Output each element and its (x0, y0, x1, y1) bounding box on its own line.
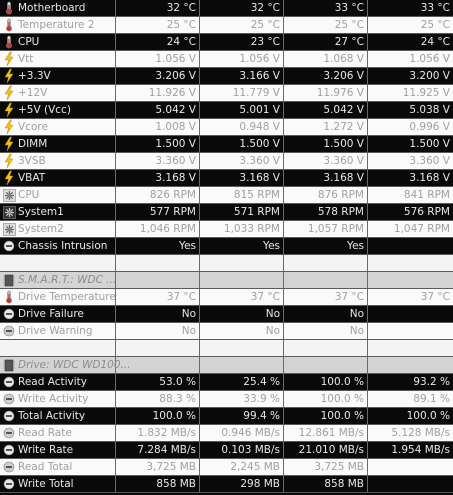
sensor-name-cell (0, 153, 116, 169)
current-value: 1,046 RPM (116, 221, 200, 237)
sensor-name-cell (0, 374, 116, 390)
min-value: 298 MB (200, 476, 284, 492)
current-value (116, 255, 200, 271)
average-value (368, 357, 453, 373)
sensor-label: Vcore (18, 121, 48, 133)
sensor-label: System2 (18, 223, 64, 235)
sensor-row[interactable] (0, 170, 453, 187)
min-value: 23 °C (200, 34, 284, 50)
max-value: 1,057 RPM (284, 221, 368, 237)
average-value: 24 °C (420, 36, 450, 48)
min-value (200, 255, 284, 271)
average-value (368, 306, 453, 322)
current-value (116, 272, 200, 288)
max-value: 858 MB (284, 476, 368, 492)
voltage-bolt-icon (2, 69, 16, 83)
sensor-name-cell (0, 204, 116, 220)
sensor-row[interactable] (0, 102, 453, 119)
current-value: 577 RPM (116, 204, 200, 220)
average-value: 841 RPM (403, 189, 450, 201)
sensor-row[interactable] (0, 68, 453, 85)
section-header[interactable] (0, 272, 453, 289)
min-value: 0.103 MB/s (200, 442, 284, 458)
min-value: 3.360 V (200, 153, 284, 169)
fan-icon (2, 222, 16, 236)
sensor-row[interactable] (0, 119, 453, 136)
sensor-label: Write Activity (18, 393, 89, 405)
sensor-name-cell (0, 0, 116, 16)
status-disc-icon (2, 392, 16, 406)
min-value: 33.9 % (200, 391, 284, 407)
status-disc-icon (2, 443, 16, 457)
average-value: 93.2 % (413, 376, 450, 388)
sensor-label: DIMM (18, 138, 48, 150)
max-value: 11.976 V (284, 85, 368, 101)
current-value: 1.832 MB/s (116, 425, 200, 441)
sensor-row[interactable] (0, 187, 453, 204)
min-value: 3.166 V (200, 68, 284, 84)
fan-icon (2, 188, 16, 202)
status-disc-icon (2, 426, 16, 440)
max-value (284, 272, 368, 288)
average-value (368, 340, 453, 356)
sensor-row[interactable] (0, 306, 453, 323)
sensor-label: S.M.A.R.T.: WDC ... (18, 274, 117, 286)
max-value (284, 255, 368, 271)
sensor-row[interactable] (0, 425, 453, 442)
current-value: 1.008 V (116, 119, 200, 135)
current-value: 53.0 % (116, 374, 200, 390)
min-value: 3.168 V (200, 170, 284, 186)
sensor-row[interactable] (0, 238, 453, 255)
sensor-name-cell (0, 136, 116, 152)
min-value: 571 RPM (200, 204, 284, 220)
status-disc-icon (2, 477, 16, 491)
spacer-row[interactable] (0, 340, 453, 357)
max-value: 100.0 % (284, 374, 368, 390)
max-value (284, 340, 368, 356)
current-value: 11.926 V (116, 85, 200, 101)
min-value: 37 °C (200, 289, 284, 305)
status-disc-icon (2, 239, 16, 253)
min-value: 2,245 MB (200, 459, 284, 475)
min-value: No (200, 306, 284, 322)
current-value: 3,725 MB (116, 459, 200, 475)
average-value: 5.038 V (409, 104, 450, 116)
sensor-label: Read Total (18, 461, 73, 473)
sensor-label: VBAT (18, 172, 46, 184)
max-value: 3.168 V (284, 170, 368, 186)
average-value: 0.996 V (409, 121, 450, 133)
status-disc-icon (2, 375, 16, 389)
current-value: 3.168 V (116, 170, 200, 186)
sensor-label: +12V (18, 87, 48, 99)
sensor-name-cell (0, 221, 116, 237)
current-value: 7.284 MB/s (116, 442, 200, 458)
min-value (200, 272, 284, 288)
sensor-name-cell (0, 68, 116, 84)
max-value: No (284, 323, 368, 339)
sensor-name-cell (0, 391, 116, 407)
min-value: Yes (200, 238, 284, 254)
sensor-row[interactable] (0, 153, 453, 170)
sensor-label: Vtt (18, 53, 34, 65)
sensor-label: Read Rate (18, 427, 72, 439)
status-disc-icon (2, 307, 16, 321)
sensor-row[interactable] (0, 221, 453, 238)
sensor-row[interactable] (0, 34, 453, 51)
max-value: 27 °C (284, 34, 368, 50)
max-value: 1.272 V (284, 119, 368, 135)
average-value: 576 RPM (403, 206, 450, 218)
min-value: 25.4 % (200, 374, 284, 390)
sensor-name-cell (0, 85, 116, 101)
min-value: 1.500 V (200, 136, 284, 152)
sensor-label: Chassis Intrusion (18, 240, 108, 252)
average-value (368, 323, 453, 339)
voltage-bolt-icon (2, 171, 16, 185)
sensor-label: Drive Warning (18, 325, 93, 337)
average-value (368, 238, 453, 254)
current-value: 25 °C (116, 17, 200, 33)
max-value: 3,725 MB (284, 459, 368, 475)
sensor-row[interactable] (0, 374, 453, 391)
max-value: 25 °C (284, 17, 368, 33)
min-value (200, 340, 284, 356)
max-value: 100.0 % (284, 408, 368, 424)
sensor-label: CPU (18, 189, 40, 201)
sensor-name-cell (0, 323, 116, 339)
status-disc-icon (2, 460, 16, 474)
max-value: 12.861 MB/s (284, 425, 368, 441)
sensor-label: System1 (18, 206, 64, 218)
average-value: 1.954 MB/s (391, 444, 450, 456)
sensor-row[interactable] (0, 204, 453, 221)
sensor-name-cell (0, 340, 116, 356)
max-value: 1.068 V (284, 51, 368, 67)
sensor-label: Write Total (18, 478, 74, 490)
average-value: 3.360 V (409, 155, 450, 167)
sensor-name-cell (0, 442, 116, 458)
min-value: 5.001 V (200, 102, 284, 118)
current-value: 858 MB (116, 476, 200, 492)
max-value: 21.010 MB/s (284, 442, 368, 458)
max-value: 876 RPM (284, 187, 368, 203)
sensor-label: Total Activity (18, 410, 86, 422)
drive-chip-icon (2, 358, 16, 372)
max-value (284, 357, 368, 373)
sensor-name-cell (0, 255, 116, 271)
max-value: 3.360 V (284, 153, 368, 169)
max-value: No (284, 306, 368, 322)
sensor-row[interactable] (0, 289, 453, 306)
max-value: Yes (284, 238, 368, 254)
max-value: 578 RPM (284, 204, 368, 220)
sensor-label: Drive: WDC WD100... (18, 359, 131, 371)
sensor-label: 3VSB (18, 155, 46, 167)
sensor-name-cell (0, 425, 116, 441)
average-value: 3.200 V (409, 70, 450, 82)
sensor-label: Drive Failure (18, 308, 84, 320)
current-value: 3.206 V (116, 68, 200, 84)
average-value: 89.1 % (413, 393, 450, 405)
sensor-row[interactable] (0, 17, 453, 34)
drive-chip-icon (2, 273, 16, 287)
thermometer-icon (2, 18, 16, 32)
status-disc-icon (2, 409, 16, 423)
average-value: 3.168 V (409, 172, 450, 184)
sensor-row[interactable] (0, 391, 453, 408)
average-value (368, 476, 453, 492)
current-value: 1.500 V (116, 136, 200, 152)
sensor-name-cell (0, 102, 116, 118)
spacer-row[interactable] (0, 255, 453, 272)
voltage-bolt-icon (2, 154, 16, 168)
average-value: 5.128 MB/s (391, 427, 450, 439)
sensor-name-cell (0, 306, 116, 322)
section-header[interactable] (0, 357, 453, 374)
average-value: 25 °C (420, 19, 450, 31)
min-value: 99.4 % (200, 408, 284, 424)
thermometer-icon (2, 1, 16, 15)
sensor-label: CPU (18, 36, 40, 48)
sensor-row[interactable] (0, 476, 453, 493)
current-value: 1.056 V (116, 51, 200, 67)
sensor-row[interactable] (0, 51, 453, 68)
min-value: 0.946 MB/s (200, 425, 284, 441)
sensor-name-cell (0, 459, 116, 475)
average-value: 1.056 V (409, 53, 450, 65)
sensor-name-cell (0, 119, 116, 135)
thermometer-icon (2, 290, 16, 304)
sensor-label: Read Activity (18, 376, 87, 388)
max-value: 3.206 V (284, 68, 368, 84)
voltage-bolt-icon (2, 120, 16, 134)
sensor-label: +5V (Vcc) (18, 104, 71, 116)
voltage-bolt-icon (2, 137, 16, 151)
thermometer-icon (2, 35, 16, 49)
average-value: 100.0 % (406, 410, 450, 422)
fan-icon (2, 205, 16, 219)
sensor-row[interactable] (0, 0, 453, 17)
max-value: 100.0 % (284, 391, 368, 407)
current-value: No (116, 306, 200, 322)
sensor-row[interactable] (0, 136, 453, 153)
sensor-name-cell (0, 17, 116, 33)
sensor-name-cell (0, 272, 116, 288)
average-value: 11.925 V (402, 87, 450, 99)
min-value: 25 °C (200, 17, 284, 33)
max-value: 33 °C (284, 0, 368, 16)
min-value: 1.056 V (200, 51, 284, 67)
current-value: 32 °C (116, 0, 200, 16)
min-value: No (200, 323, 284, 339)
max-value: 37 °C (284, 289, 368, 305)
sensor-name-cell (0, 476, 116, 492)
sensor-row[interactable] (0, 442, 453, 459)
sensor-row[interactable] (0, 323, 453, 340)
min-value: 32 °C (200, 0, 284, 16)
voltage-bolt-icon (2, 52, 16, 66)
min-value: 11.779 V (200, 85, 284, 101)
min-value: 0.948 V (200, 119, 284, 135)
sensor-name-cell (0, 34, 116, 50)
sensor-label: Motherboard (18, 2, 86, 14)
sensor-name-cell (0, 238, 116, 254)
average-value: 1.500 V (409, 138, 450, 150)
min-value: 815 RPM (200, 187, 284, 203)
current-value (116, 340, 200, 356)
sensor-label: Temperature 2 (18, 19, 95, 31)
current-value: 37 °C (116, 289, 200, 305)
sensor-label: +3.3V (18, 70, 51, 82)
current-value: 3.360 V (116, 153, 200, 169)
sensor-name-cell (0, 357, 131, 373)
min-value (200, 357, 284, 373)
average-value: 1,047 RPM (393, 223, 450, 235)
current-value: 5.042 V (116, 102, 200, 118)
max-value: 1.500 V (284, 136, 368, 152)
current-value: 88.3 % (116, 391, 200, 407)
average-value (368, 459, 453, 475)
average-value: 37 °C (420, 291, 450, 303)
sensor-name-cell (0, 187, 116, 203)
voltage-bolt-icon (2, 86, 16, 100)
sensor-name-cell (0, 408, 116, 424)
current-value: 100.0 % (116, 408, 200, 424)
max-value: 5.042 V (284, 102, 368, 118)
status-disc-icon (2, 324, 16, 338)
average-value (368, 255, 453, 271)
voltage-bolt-icon (2, 103, 16, 117)
sensor-row[interactable] (0, 408, 453, 425)
sensor-name-cell (0, 289, 116, 305)
current-value: No (116, 323, 200, 339)
sensor-row[interactable] (0, 459, 453, 476)
sensor-label: Write Rate (18, 444, 74, 456)
current-value: 826 RPM (116, 187, 200, 203)
sensor-name-cell (0, 51, 116, 67)
average-value (368, 272, 453, 288)
sensor-name-cell (0, 170, 116, 186)
average-value: 33 °C (420, 2, 450, 14)
current-value: Yes (116, 238, 200, 254)
current-value: 24 °C (116, 34, 200, 50)
min-value: 1,033 RPM (200, 221, 284, 237)
sensor-row[interactable] (0, 85, 453, 102)
sensor-label: Drive Temperature (18, 291, 116, 303)
